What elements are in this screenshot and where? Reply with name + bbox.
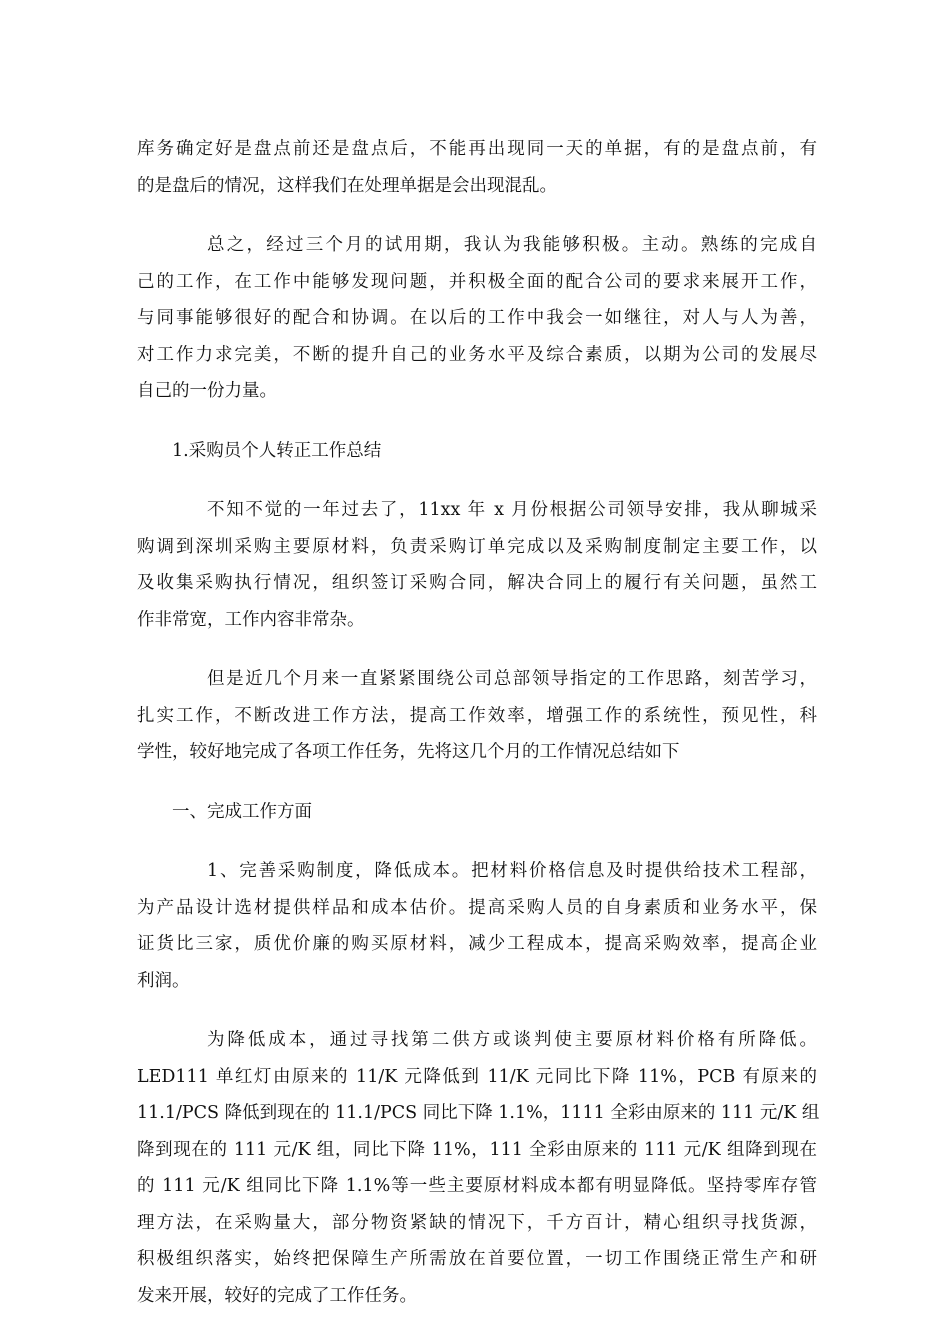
text-line: 积极组织落实，始终把保障生产所需放在首要位置，一切工作围绕正常生产和研 <box>137 1249 817 1269</box>
text-line: 己的工作，在工作中能够发现问题，并积极全面的配合公司的要求来展开工作， <box>137 271 817 292</box>
text-line: 及收集采购执行情况，组织签订采购合同，解决合同上的履行有关问题，虽然工 <box>137 573 817 593</box>
paragraph-cost-reduction <box>137 1022 820 1314</box>
text-line: 自己的一份力量。 <box>137 381 277 401</box>
text-line: 证货比三家，质优价廉的购买原材料，减少工程成本，提高采购效率，提高企业 <box>137 934 817 954</box>
text-line: 总之，经过三个月的试用期，我认为我能够积极。主动。熟练的完成自 <box>207 235 817 255</box>
text-line: 扎实工作，不断改进工作方法，提高工作效率，增强工作的系统性，预见性，科 <box>137 705 817 726</box>
text-line: 利润。 <box>137 970 190 991</box>
text-line: 库务确定好是盘点前还是盘点后，不能再出现同一天的单据，有的是盘点前，有 <box>137 139 817 159</box>
text-line: 与同事能够很好的配合和协调。在以后的工作中我会一如继往，对人与人为善， <box>137 308 817 328</box>
paragraph-inventory-note <box>137 131 817 204</box>
text-line: 不知不觉的一年过去了，11xx 年 x 月份根据公司领导安排，我从聊城采 <box>207 500 817 520</box>
text-line: 购调到深圳采购主要原材料，负责采购订单完成以及采购制度制定主要工作，以 <box>137 536 817 557</box>
text-line: 学性，较好地完成了各项工作任务，先将这几个月的工作情况总结如下 <box>137 742 680 762</box>
text-line: 但是近几个月来一直紧紧围绕公司总部领导指定的工作思路，刻苦学习， <box>207 669 817 689</box>
text-line: 对工作力求完美，不断的提升自己的业务水平及综合素质，以期为公司的发展尽 <box>137 344 817 365</box>
text-line: 发来开展，较好的完成了工作任务。 <box>137 1285 417 1306</box>
paragraph-year-review <box>137 492 817 638</box>
text-line: 1、完善采购制度，降低成本。把材料价格信息及时提供给技术工程部， <box>207 861 817 881</box>
text-line: 为产品设计选材提供样品和成本估价。提高采购人员的自身素质和业务水平，保 <box>137 897 817 918</box>
text-line: 为降低成本，通过寻找第二供方或谈判使主要原材料价格有所降低。 <box>207 1030 817 1050</box>
text-line: 11.1/PCS 降低到现在的 11.1/PCS 同比下降 1.1%，1111 全彩由原来的 111 元/K 组 <box>137 1103 820 1123</box>
text-line: 降到现在的 111 元/K 组，同比下降 11%，111 全彩由原来的 111 元/K 组降到现在 <box>137 1139 817 1160</box>
section-heading-purchaser-summary <box>137 433 817 470</box>
document-body <box>137 131 820 1337</box>
text-line: LED111 单红灯由原来的 11/K 元降低到 11/K 元同比下降 11%，PCB 有原来的 <box>137 1066 817 1087</box>
text-line: 的 111 元/K 组同比下降 1.1%等一些主要原材料成本都有明显降低。坚持零库存管 <box>137 1176 817 1196</box>
section-heading-work-completed <box>137 794 817 831</box>
paragraph-procurement-system <box>137 853 817 999</box>
paragraph-work-approach <box>137 661 817 771</box>
paragraph-summary <box>137 227 817 410</box>
text-line: 作非常宽，工作内容非常杂。 <box>137 609 365 630</box>
text-line: 的是盘后的情况，这样我们在处理单据是会出现混乱。 <box>137 175 557 196</box>
heading-text: 1.采购员个人转正工作总结 <box>172 440 382 461</box>
heading-text: 一、完成工作方面 <box>172 801 312 822</box>
text-line: 理方法，在采购量大，部分物资紧缺的情况下，千方百计，精心组织寻找货源， <box>137 1212 817 1233</box>
